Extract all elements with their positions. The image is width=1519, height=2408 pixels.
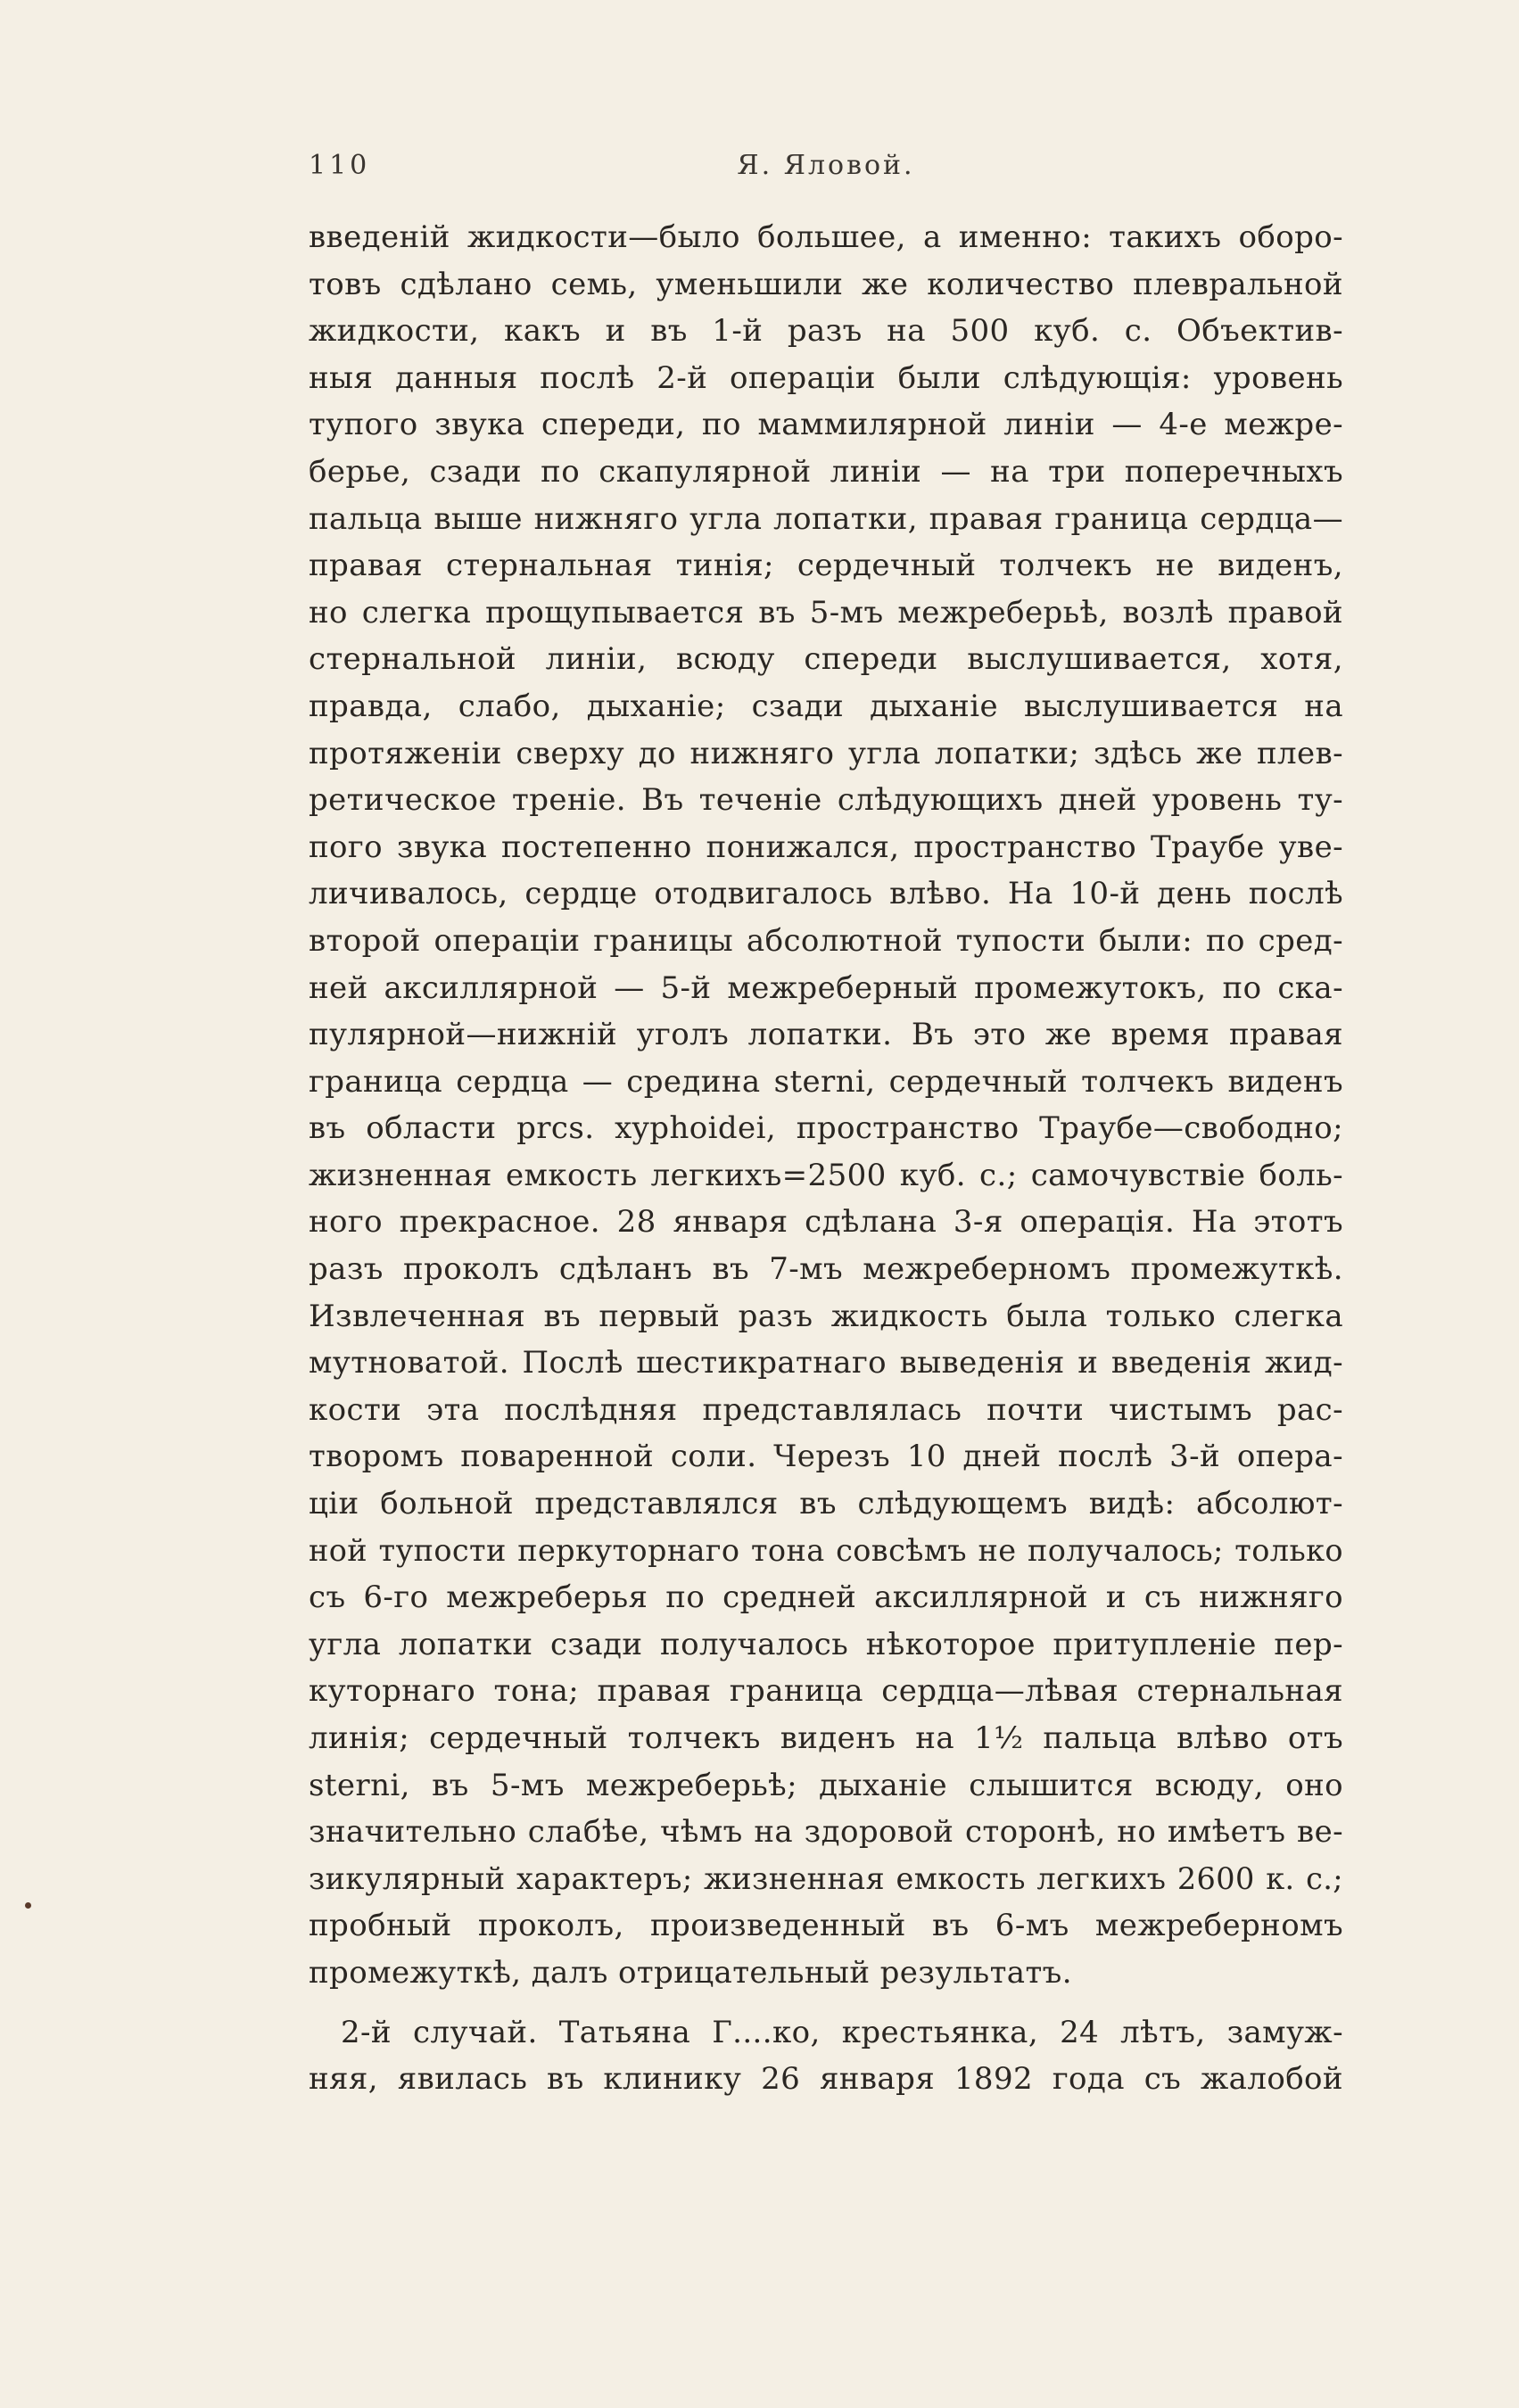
- text-line: пого звука постепенно понижался, пространство Траубе уве-: [309, 829, 1343, 865]
- text-line: ного прекрасное. 28 января сдѣлана 3-я операцiя. На этотъ: [309, 1204, 1343, 1241]
- text-line: правая стернальная тинiя; сердечный толчекъ не виденъ,: [309, 548, 1343, 584]
- text-line: ныя данныя послѣ 2-й операцiи были слѣдующiя: уровень: [309, 359, 1343, 396]
- page-header: [309, 150, 1343, 186]
- text-line: творомъ поваренной соли. Черезъ 10 дней послѣ 3-й опера-: [309, 1439, 1343, 1475]
- paragraph: [309, 2009, 1343, 2103]
- paragraph: [309, 214, 1343, 1997]
- text-line: стернальной линiи, всюду спереди выслушивается, хотя,: [309, 641, 1343, 678]
- text-line: разъ проколъ сдѣланъ въ 7-мъ межреберномъ промежуткѣ.: [309, 1251, 1343, 1288]
- text-line: ней аксиллярной — 5-й межреберный промежутокъ, по ска-: [309, 969, 1343, 1006]
- text-line: граница сердца — средина sterni, сердечный толчекъ виденъ: [309, 1063, 1343, 1100]
- text-line: зикулярный характеръ; жизненная емкость легкихъ 2600 к. с.;: [309, 1860, 1343, 1896]
- text-line: второй операцiи границы абсолютной тупости были: по сред-: [309, 922, 1343, 959]
- text-line: значительно слабѣе, чѣмъ на здоровой сторонѣ, но имѣетъ ве-: [309, 1814, 1343, 1851]
- text-line: товъ сдѣлано семь, уменьшили же количество плевральной: [309, 266, 1343, 302]
- text-line: кости эта послѣдняя представлялась почти чистымъ рас-: [309, 1391, 1343, 1428]
- text-line: правда, слабо, дыханiе; сзади дыханiе выслушивается на: [309, 688, 1343, 724]
- text-line: 2-й случай. Татьяна Г....ко, крестьянка, 24 лѣтъ, замуж-: [341, 2014, 1343, 2050]
- text-line: въ области prcs. xyphoidei, пространство Траубе—свободно;: [309, 1110, 1343, 1147]
- text-line: ретическое тренiе. Въ теченiе слѣдующихъ дней уровень ту-: [309, 782, 1343, 819]
- page-number: 110: [309, 150, 371, 181]
- text-line: тупого звука спереди, по маммилярной линiи — 4-е межре-: [309, 407, 1343, 443]
- text-line: Извлеченная въ первый разъ жидкость была только слегка: [309, 1298, 1343, 1334]
- text-line: угла лопатки сзади получалось нѣкоторое притупленiе пер-: [309, 1626, 1343, 1662]
- text-line: няя, явилась въ клинику 26 января 1892 года съ жалобой: [309, 2061, 1343, 2098]
- text-line: мутноватой. Послѣ шестикратнаго выведенiя и введенiя жид-: [309, 1345, 1343, 1381]
- text-line: но слегка прощупывается въ 5-мъ межреберьѣ, возлѣ правой: [309, 594, 1343, 631]
- text-line: пулярной—нижнiй уголъ лопатки. Въ это же время правая: [309, 1017, 1343, 1053]
- text-line: пробный проколъ, произведенный въ 6-мъ межреберномъ: [309, 1908, 1343, 1944]
- text-line: промежуткѣ, далъ отрицательный результатъ.: [309, 1954, 1072, 1991]
- text-line: протяженiи сверху до нижняго угла лопатки; здѣсь же плев-: [309, 735, 1343, 771]
- text-line: берье, сзади по скапулярной линiи — на три поперечныхъ: [309, 453, 1343, 490]
- body-text: [309, 214, 1343, 2103]
- running-head: Я. Яловой.: [737, 150, 915, 181]
- text-line: личивалось, сердце отодвигалось влѣво. На 10-й день послѣ: [309, 876, 1343, 912]
- text-line: ной тупости перкуторнаго тона совсѣмъ не получалось; только: [309, 1532, 1343, 1568]
- text-line: жидкости, какъ и въ 1-й разъ на 500 куб. с. Объектив-: [309, 313, 1343, 350]
- text-line: куторнаго тона; правая граница сердца—лѣвая стернальная: [309, 1673, 1343, 1710]
- text-line: введенiй жидкости—было большее, а именно: такихъ оборо-: [309, 219, 1343, 255]
- text-line: съ 6-го межреберья по средней аксиллярной и съ нижняго: [309, 1579, 1343, 1616]
- paragraph-gap: [309, 1997, 1343, 2009]
- text-line: линiя; сердечный толчекъ виденъ на 1½ пальца влѣво отъ: [309, 1720, 1343, 1756]
- text-line: пальца выше нижняго угла лопатки, правая граница сердца—: [309, 500, 1343, 537]
- text-line: sterni, въ 5-мъ межреберьѣ; дыханiе слышится всюду, оно: [309, 1767, 1343, 1803]
- text-line: цiи больной представлялся въ слѣдующемъ видѣ: абсолют-: [309, 1486, 1343, 1522]
- ink-speck: [25, 1902, 31, 1909]
- text-line: жизненная емкость легкихъ=2500 куб. с.; самочувствiе боль-: [309, 1157, 1343, 1193]
